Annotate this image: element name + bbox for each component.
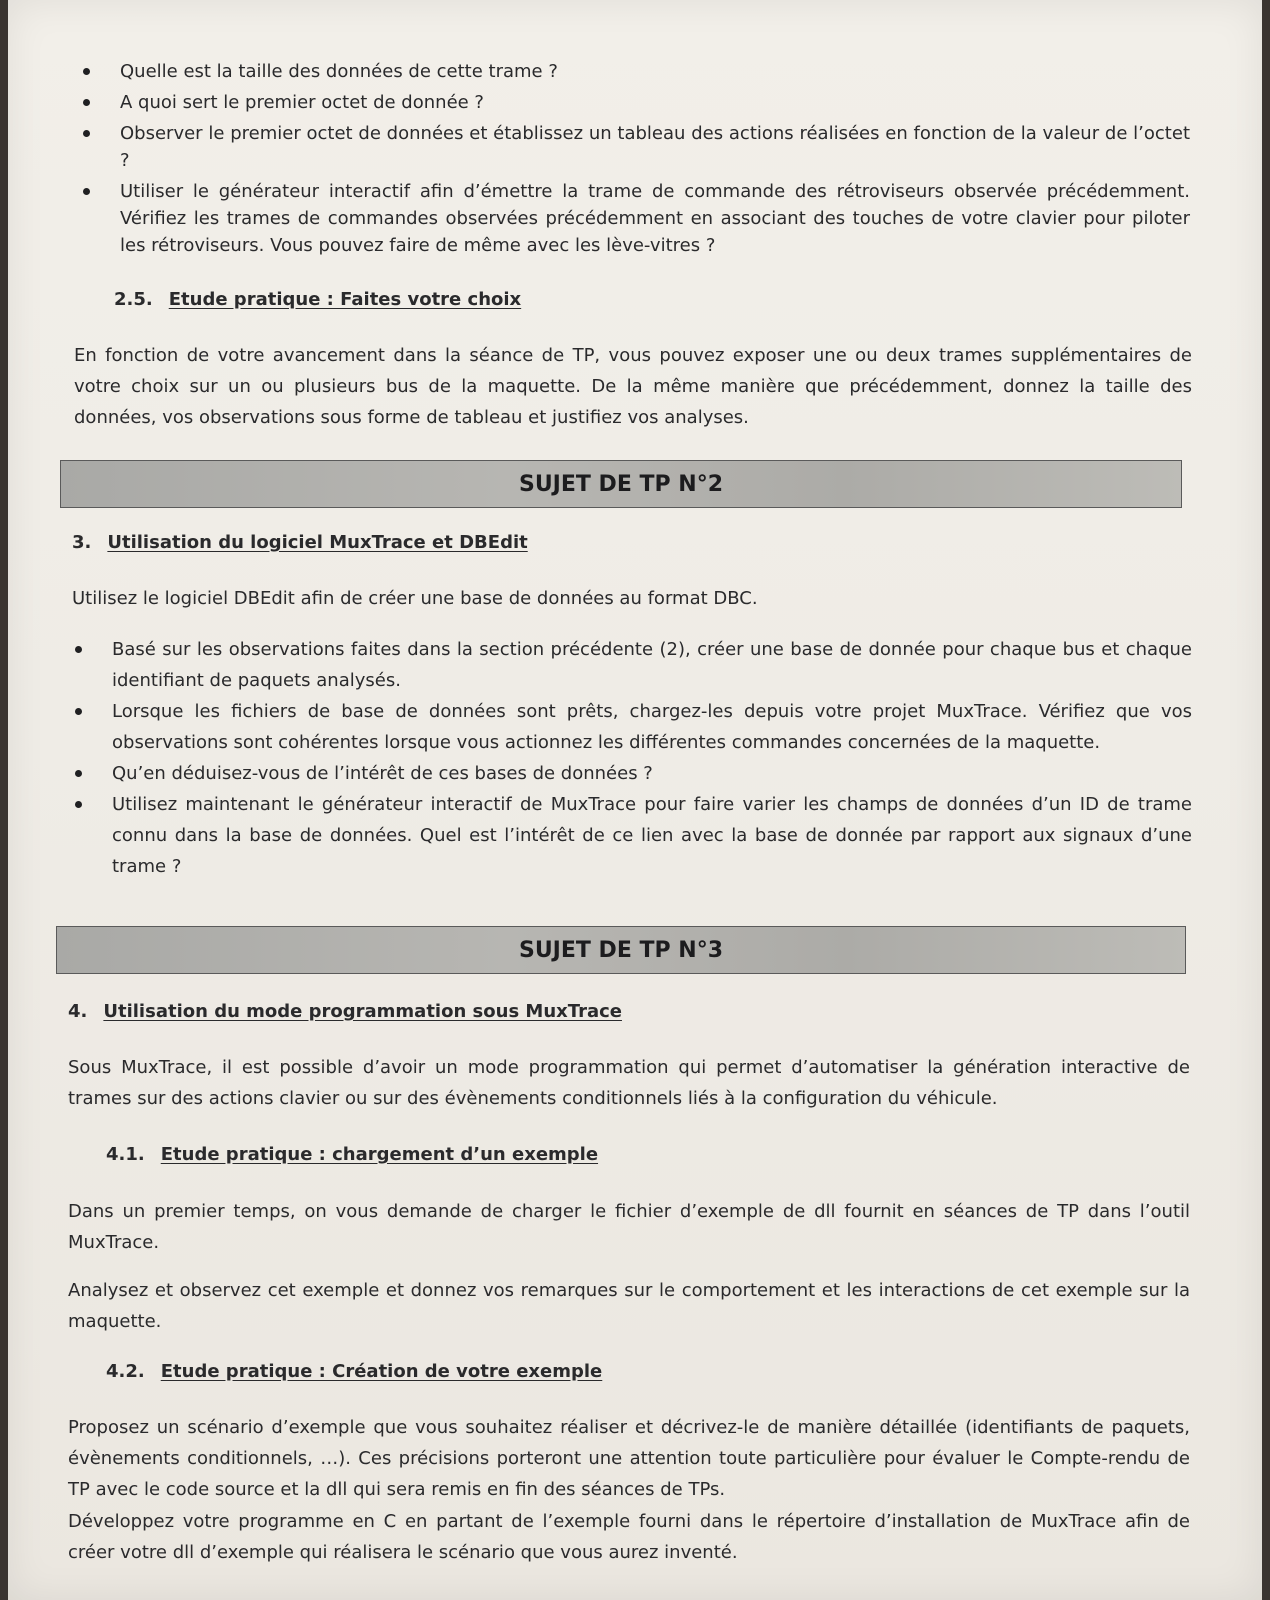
section-title: Etude pratique : Création de votre exemple	[160, 1361, 603, 1382]
section-number: 4.1.	[106, 1144, 145, 1165]
list-item: Lorsque les fichiers de base de données sont prêts, chargez-les depuis votre projet MuxTrace. Vérifiez que vos observations sont cohérentes lorsque vous actionnez les différentes commandes concernées de la maquette.	[72, 696, 1192, 758]
section-heading-4	[68, 999, 622, 1025]
banner-tp3: SUJET DE TP N°3	[56, 926, 1186, 974]
section-number: 4.2.	[106, 1361, 145, 1382]
list-item: Utiliser le générateur interactif afin d’émettre la trame de commande des rétroviseurs observée précédemment. Vérifiez les trames de commandes observées précédemment en associant des touches de votre clavier pour piloter les rétroviseurs. Vous pouvez faire de même avec les lève-vitres ?	[80, 178, 1190, 259]
banner-tp2: SUJET DE TP N°2	[60, 460, 1182, 508]
document-page	[8, 0, 1262, 1600]
paragraph: Proposez un scénario d’exemple que vous souhaitez réaliser et décrivez-le de manière détaillée (identifiants de paquets, évènements conditionnels, …). Ces précisions porteront une attention toute particulière pour évaluer le Compte-rendu de TP avec le code source et la dll qui sera remis en fin des séances de TPs.	[68, 1417, 1190, 1500]
section-number: 2.5.	[114, 289, 153, 310]
section-heading-4-1	[106, 1142, 598, 1168]
section-heading-4-2	[106, 1359, 602, 1385]
section-number: 3.	[72, 532, 92, 553]
list-item: Basé sur les observations faites dans la section précédente (2), créer une base de donnée pour chaque bus et chaque identifiant de paquets analysés.	[72, 634, 1192, 696]
list-item: Quelle est la taille des données de cette trame ?	[80, 58, 1190, 85]
section-title: Etude pratique : Faites votre choix	[168, 289, 522, 310]
section-heading-2-5	[114, 287, 521, 313]
section-3-bullet-list	[72, 634, 1192, 882]
paragraph: Dans un premier temps, on vous demande de charger le fichier d’exemple de dll fournit en séances de TP dans l’outil MuxTrace.	[68, 1201, 1190, 1253]
paragraph: Analysez et observez cet exemple et donnez vos remarques sur le comportement et les interactions de cet exemple sur la maquette.	[68, 1280, 1190, 1332]
section-title: Utilisation du logiciel MuxTrace et DBEdit	[107, 532, 528, 553]
section-number: 4.	[68, 1001, 88, 1022]
list-item: A quoi sert le premier octet de donnée ?	[80, 89, 1190, 116]
list-item: Observer le premier octet de données et établissez un tableau des actions réalisées en fonction de la valeur de l’octet ?	[80, 120, 1190, 174]
section-heading-3	[72, 530, 528, 556]
paragraph: Développez votre programme en C en partant de l’exemple fourni dans le répertoire d’installation de MuxTrace afin de créer votre dll d’exemple qui réalisera le scénario que vous aurez inventé.	[68, 1511, 1190, 1563]
top-bullet-list	[80, 58, 1190, 263]
section-title: Etude pratique : chargement d’un exemple	[160, 1144, 599, 1165]
paragraph: Utilisez le logiciel DBEdit afin de créer une base de données au format DBC.	[72, 588, 758, 609]
paragraph: En fonction de votre avancement dans la séance de TP, vous pouvez exposer une ou deux trames supplémentaires de votre choix sur un ou plusieurs bus de la maquette. De la même manière que précédemment, donnez la taille des données, vos observations sous forme de tableau et justifiez vos analyses.	[74, 345, 1192, 428]
list-item: Utilisez maintenant le générateur interactif de MuxTrace pour faire varier les champs de données d’un ID de trame connu dans la base de données. Quel est l’intérêt de ce lien avec la base de donnée par rapport aux signaux d’une trame ?	[72, 789, 1192, 882]
paragraph: Sous MuxTrace, il est possible d’avoir un mode programmation qui permet d’automatiser la génération interactive de trames sur des actions clavier ou sur des évènements conditionnels liés à la configuration du véhicule.	[68, 1057, 1190, 1109]
list-item: Qu’en déduisez-vous de l’intérêt de ces bases de données ?	[72, 758, 1192, 789]
section-title: Utilisation du mode programmation sous MuxTrace	[103, 1001, 622, 1022]
